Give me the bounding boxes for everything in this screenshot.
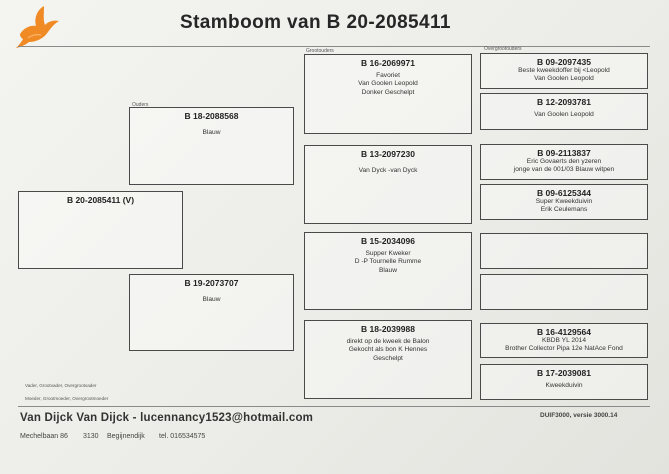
pigeon-note: Van Goolen Leopold	[534, 111, 594, 118]
grandparent-box-2[interactable]	[304, 145, 472, 224]
great-grandparent-box-8[interactable]	[480, 364, 648, 400]
pigeon-note: Kweekduivin	[545, 382, 583, 389]
header-divider	[18, 46, 650, 47]
ring-number: B 12-2093781	[537, 97, 591, 107]
great-grandparent-box-5-empty[interactable]	[480, 233, 648, 269]
pigeon-note: direkt op de kweek de Balon	[346, 338, 430, 345]
legend-male: Vader, Grootvader, Overgrootvader	[25, 383, 97, 388]
address-phone: tel. 016534575	[159, 433, 206, 440]
grandparent-box-4[interactable]	[304, 320, 472, 399]
pigeon-note: Donker Geschelpt	[361, 88, 415, 96]
pigeon-note: Super Kweekduivin	[535, 198, 593, 205]
pigeon-note: jonge van de 001/03 Blauw witpen	[513, 166, 615, 174]
pigeon-note: D -P Tournelle Rumme	[354, 258, 422, 266]
great-grandparent-box-3[interactable]	[480, 144, 648, 180]
ring-number: B 16-4129564	[537, 327, 591, 337]
pigeon-note: Gekocht als bon K Hennes	[348, 346, 428, 354]
pigeon-note: Eric Govaerts den yzeren	[526, 158, 602, 165]
footer-divider	[18, 406, 650, 407]
ring-number: B 13-2097230	[361, 149, 415, 159]
pigeon-note: Brother Collector Pipa 12e NatAce Fond	[505, 345, 623, 353]
great-grandparent-box-7[interactable]	[480, 323, 648, 358]
ring-number: B 17-2039081	[537, 368, 591, 378]
section-label-grootouders: Grootouders	[306, 48, 334, 54]
parent-box-mother[interactable]	[129, 274, 294, 351]
ring-number: B 18-2088568	[184, 111, 239, 121]
pigeon-note: Van Goolen Leopold	[358, 80, 418, 88]
subject-box[interactable]	[18, 191, 183, 269]
subject-ring: B 20-2085411 (V)	[66, 195, 135, 205]
great-grandparent-box-6-empty[interactable]	[480, 274, 648, 310]
page-title: Stamboom van B 20-2085411	[180, 12, 451, 33]
software-version: DUIF3000, versie 3000.14	[540, 412, 618, 419]
parent-box-father[interactable]	[129, 107, 294, 185]
address-zip: 3130	[83, 433, 99, 440]
ring-number: B 15-2034096	[361, 236, 415, 246]
pigeon-note: Geschelpt	[373, 354, 403, 362]
pigeon-note: Erik Ceulemans	[540, 206, 588, 214]
pigeon-note: Blauw	[202, 129, 221, 136]
pigeon-note: Van Goolen Leopold	[534, 75, 594, 83]
great-grandparent-box-1[interactable]	[480, 53, 648, 89]
ring-number: B 09-6125344	[537, 188, 591, 198]
owner-contact: Van Dijck Van Dijck - lucennancy1523@hotmail.com	[20, 412, 314, 424]
great-grandparent-box-4[interactable]	[480, 184, 648, 220]
section-label-overgrootouders: Overgrootouders	[484, 46, 522, 52]
pigeon-note: Favoriet	[376, 72, 400, 79]
pigeon-note: KBDB YL 2014	[542, 337, 586, 344]
ring-number: B 16-2069971	[361, 58, 415, 68]
ring-number: B 09-2097435	[537, 57, 591, 67]
ring-number: B 09-2113837	[537, 148, 591, 158]
grandparent-box-1[interactable]	[304, 54, 472, 134]
grandparent-box-3[interactable]	[304, 232, 472, 310]
section-label-ouders: Ouders	[132, 102, 149, 108]
pigeon-note: Blauw	[379, 266, 397, 274]
pigeon-note: Van Dyck -van Dyck	[358, 167, 418, 174]
ring-number: B 19-2073707	[184, 278, 239, 288]
pigeon-note: Beste kweekdoffer bij <Leopold	[518, 67, 610, 74]
pigeon-note: Supper Kweker	[365, 250, 411, 257]
ring-number: B 18-2039988	[361, 324, 415, 334]
pigeon-note: Blauw	[202, 296, 221, 303]
dove-logo-icon	[14, 4, 60, 48]
address-city: Begijnendijk	[107, 433, 145, 440]
great-grandparent-box-2[interactable]	[480, 93, 648, 130]
address-street: Mechelbaan 86	[20, 433, 68, 440]
legend-female: Moeder, Grootmoeder, Overgrootmoeder	[25, 396, 109, 401]
